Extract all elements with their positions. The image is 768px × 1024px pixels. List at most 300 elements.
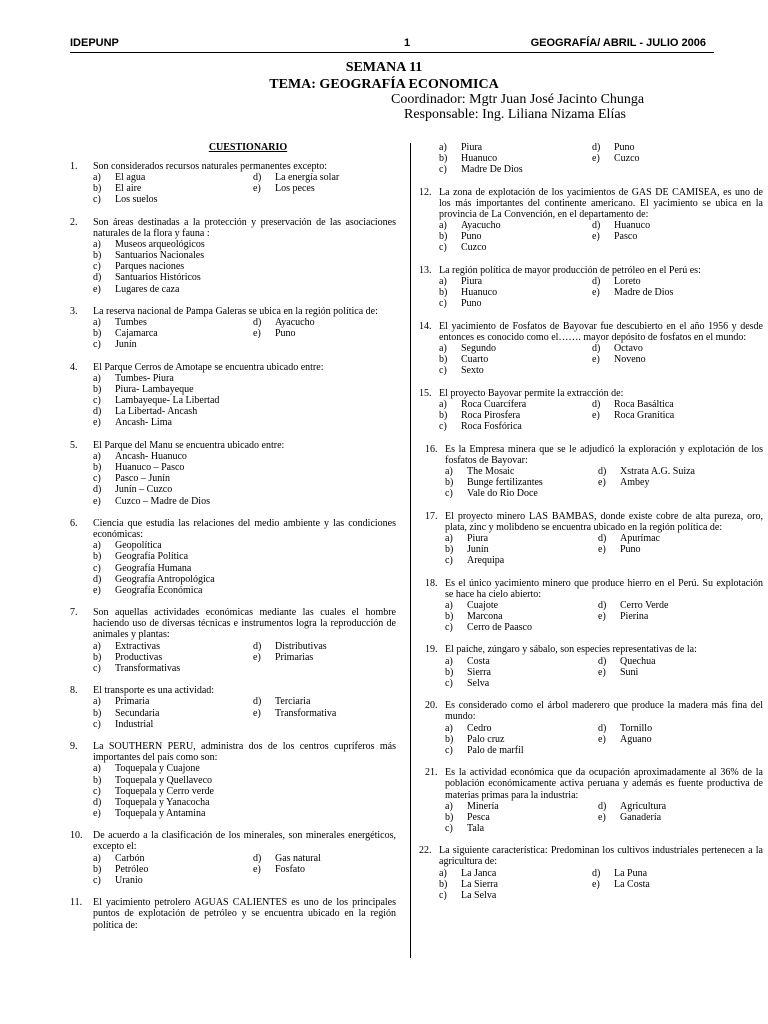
option-text: Roca Cuarcífera xyxy=(461,398,527,410)
question-text: Es considerado como el árbol maderero que produce la madera más fina del mundo: xyxy=(445,700,763,723)
option-letter: a) xyxy=(93,640,101,652)
option-text: Apurímac xyxy=(620,532,660,544)
answer-option xyxy=(439,399,592,410)
question-stem xyxy=(425,644,763,655)
week-title: SEMANA 11 xyxy=(345,60,423,75)
option-letter: a) xyxy=(93,540,101,552)
answer-options xyxy=(70,451,396,506)
answer-option xyxy=(598,466,763,477)
answer-option xyxy=(253,183,396,194)
option-text: Roca Basáltica xyxy=(614,398,674,410)
question xyxy=(419,511,763,566)
question-text: El transporte es una actividad: xyxy=(93,685,215,697)
answer-option xyxy=(592,276,763,287)
answer-option xyxy=(93,574,396,585)
question-stem xyxy=(70,830,396,852)
option-text: Pasco xyxy=(614,231,638,243)
option-text: Cuzco – Madre de Dios xyxy=(115,495,210,507)
question-text: Son aquellas actividades económicas mediante las cuales el hombre haciendo uso de diversas técnicas e instrumentos logra la reproducción de animales y plantas: xyxy=(93,607,396,641)
option-text: Cerro de Paasco xyxy=(467,621,532,633)
option-letter: b) xyxy=(93,707,102,719)
answer-option xyxy=(445,488,598,499)
option-text: Los suelos xyxy=(115,194,158,206)
option-text: Puno xyxy=(275,328,296,340)
question xyxy=(419,700,763,755)
question-stem xyxy=(425,767,763,800)
option-letter: c) xyxy=(445,744,453,756)
question-number: 10. xyxy=(70,830,83,842)
question-text: La zona de explotación de los yacimientos de GAS DE CAMISEA, es uno de los más importantes del continente americano. El yacimiento se ubica en la provincia de La Convención, en el departamento de: xyxy=(439,186,763,220)
option-letter: b) xyxy=(439,354,448,365)
answer-option xyxy=(592,220,763,231)
option-letter: b) xyxy=(445,811,454,823)
question xyxy=(70,217,396,295)
option-text: Uranio xyxy=(115,874,143,886)
option-text: La Sierra xyxy=(461,878,498,890)
answer-options xyxy=(70,853,396,886)
option-letter: e) xyxy=(598,811,606,823)
answer-option xyxy=(93,540,396,551)
option-text: Geografía Política xyxy=(115,551,189,563)
option-letter: c) xyxy=(439,889,447,901)
answer-option xyxy=(445,656,598,667)
answer-option xyxy=(439,410,592,421)
option-letter: e) xyxy=(598,733,606,745)
option-letter: b) xyxy=(445,476,454,488)
option-letter: e) xyxy=(253,183,261,195)
answer-option xyxy=(598,734,763,745)
option-letter: a) xyxy=(445,532,453,544)
option-text: Fosfato xyxy=(275,863,305,875)
option-text: Tala xyxy=(467,822,485,834)
question xyxy=(70,440,396,507)
option-text: Puno xyxy=(461,231,482,243)
question-stem xyxy=(70,897,396,930)
answer-option xyxy=(93,696,253,707)
answer-option xyxy=(93,641,253,652)
answer-option xyxy=(93,808,396,819)
header-rule xyxy=(70,52,714,53)
answer-option xyxy=(93,373,396,384)
question-stem xyxy=(70,306,396,317)
question-text: El proyecto minero LAS BAMBAS, donde existe cobre de alta pureza, oro, plata, zinc y molibdeno se encuentra ubicado en la región política de: xyxy=(445,510,763,533)
option-text: Geografía Antropológica xyxy=(115,573,215,585)
question-stem xyxy=(70,518,396,540)
answer-option xyxy=(592,153,763,164)
option-text: Roca Pirosfera xyxy=(461,409,521,421)
answer-option xyxy=(445,745,598,756)
answer-option xyxy=(253,641,396,652)
option-text: Marcona xyxy=(467,610,503,622)
option-letter: b) xyxy=(439,153,448,165)
answer-option xyxy=(445,723,598,734)
option-text: Vale do Rio Doce xyxy=(467,487,538,499)
answer-option xyxy=(93,875,253,886)
option-text: El aire xyxy=(115,183,142,195)
question-text: De acuerdo a la clasificación de los minerales, son minerales energéticos, excepto el: xyxy=(93,830,396,853)
option-letter: c) xyxy=(93,261,101,273)
answer-option xyxy=(592,343,763,354)
answer-option xyxy=(592,354,763,365)
answer-option xyxy=(93,563,396,574)
answer-options xyxy=(419,399,763,432)
question xyxy=(70,518,396,596)
option-letter: e) xyxy=(592,287,600,299)
question xyxy=(419,142,763,175)
answer-options xyxy=(419,276,763,309)
answer-option xyxy=(93,339,253,350)
option-letter: a) xyxy=(445,800,453,812)
option-text: Sexto xyxy=(461,365,484,377)
option-letter: e) xyxy=(598,666,606,678)
answer-option xyxy=(93,663,253,674)
answer-option xyxy=(445,555,598,566)
answer-option xyxy=(93,451,396,462)
option-letter: c) xyxy=(439,242,447,254)
answer-option xyxy=(445,678,598,689)
option-letter: b) xyxy=(93,551,102,563)
option-letter: e) xyxy=(598,476,606,488)
option-letter: c) xyxy=(93,785,101,797)
option-text: Huanuco xyxy=(461,287,498,299)
option-letter: b) xyxy=(445,666,454,678)
option-letter: c) xyxy=(93,662,101,674)
question-stem xyxy=(425,511,763,533)
option-text: Cedro xyxy=(467,722,492,734)
option-letter: a) xyxy=(93,172,101,184)
question-text: El yacimiento de Fosfatos de Bayovar fue descubierto en el año 1956 y desde entonces es conocido como el……. mayor depósito de fosfatos en el mundo: xyxy=(439,320,763,343)
question-stem xyxy=(419,321,763,343)
question-stem xyxy=(70,607,396,640)
answer-options xyxy=(419,868,763,901)
header-course: GEOGRAFÍA/ ABRIL - JULIO 2006 xyxy=(530,37,706,49)
option-letter: e) xyxy=(592,878,600,890)
option-letter: c) xyxy=(93,874,101,886)
option-text: Santuarios Históricos xyxy=(115,272,201,284)
option-text: Museos arqueológicos xyxy=(115,239,205,251)
option-letter: b) xyxy=(93,462,102,474)
option-letter: a) xyxy=(445,599,453,611)
answer-option xyxy=(598,600,763,611)
question-number: 6. xyxy=(70,518,78,530)
option-letter: a) xyxy=(439,867,447,879)
option-text: Geopolítica xyxy=(115,540,162,552)
option-letter: d) xyxy=(93,573,102,585)
answer-options xyxy=(419,220,763,253)
answer-option xyxy=(592,868,763,879)
option-text: Junín xyxy=(115,339,137,351)
answer-option xyxy=(93,786,396,797)
question-number: 21. xyxy=(425,767,438,779)
question-number: 18. xyxy=(425,577,438,589)
answer-options xyxy=(70,763,396,818)
answer-option xyxy=(93,284,396,295)
option-letter: c) xyxy=(439,164,447,176)
option-text: Arequipa xyxy=(467,554,505,566)
option-text: Palo cruz xyxy=(467,733,505,745)
option-letter: d) xyxy=(598,532,607,544)
question xyxy=(419,187,763,254)
option-letter: b) xyxy=(93,384,102,396)
option-letter: d) xyxy=(598,599,607,611)
option-letter: c) xyxy=(445,621,453,633)
answer-options xyxy=(425,466,763,499)
option-text: Tumbes xyxy=(115,317,147,329)
answer-option xyxy=(93,406,396,417)
option-text: Lambayeque- La Libertad xyxy=(115,395,220,407)
answer-option xyxy=(93,250,396,261)
option-letter: c) xyxy=(93,194,101,206)
option-letter: a) xyxy=(445,722,453,734)
question xyxy=(419,578,763,633)
option-text: Loreto xyxy=(614,275,641,287)
answer-option xyxy=(253,317,396,328)
question xyxy=(419,845,763,900)
answer-option xyxy=(93,261,396,272)
option-text: Palo de marfil xyxy=(467,744,524,756)
option-letter: d) xyxy=(598,800,607,812)
option-text: Huanuco xyxy=(614,220,651,232)
question-stem xyxy=(70,685,396,696)
option-text: Ayacucho xyxy=(461,220,501,232)
answer-option xyxy=(592,879,763,890)
answer-options xyxy=(70,696,396,729)
option-letter: a) xyxy=(439,275,447,287)
option-letter: d) xyxy=(253,317,262,329)
option-letter: b) xyxy=(93,774,102,786)
question xyxy=(419,644,763,688)
option-letter: c) xyxy=(93,339,101,351)
option-letter: c) xyxy=(439,298,447,310)
answer-option xyxy=(439,421,592,432)
option-letter: b) xyxy=(445,733,454,745)
answer-option xyxy=(445,823,598,834)
option-text: Tornillo xyxy=(620,722,653,734)
question xyxy=(70,362,396,429)
option-letter: b) xyxy=(93,183,102,195)
option-letter: a) xyxy=(439,142,447,153)
question-number: 1. xyxy=(70,161,78,173)
option-letter: c) xyxy=(93,562,101,574)
answer-option xyxy=(439,354,592,365)
option-text: Lugares de caza xyxy=(115,283,180,295)
option-text: La energía solar xyxy=(275,172,340,184)
option-text: Toquepala y Yanacocha xyxy=(115,796,210,808)
question-text: El Parque del Manu se encuentra ubicado entre: xyxy=(93,440,285,452)
answer-option xyxy=(439,365,592,376)
question-stem xyxy=(419,388,763,399)
option-text: Puno xyxy=(614,142,635,153)
answer-option xyxy=(445,600,598,611)
answer-option xyxy=(592,142,763,153)
option-letter: e) xyxy=(93,283,101,295)
option-letter: c) xyxy=(93,395,101,407)
question-number: 22. xyxy=(419,845,432,857)
option-text: Madre de Dios xyxy=(614,287,674,299)
option-text: Huanuco xyxy=(461,153,498,165)
page-header xyxy=(70,37,714,51)
option-letter: d) xyxy=(592,342,601,354)
option-letter: c) xyxy=(93,718,101,730)
answer-option xyxy=(93,317,253,328)
option-letter: b) xyxy=(445,543,454,555)
option-letter: d) xyxy=(93,272,102,284)
answer-option xyxy=(93,194,253,205)
option-letter: d) xyxy=(253,696,262,708)
answer-option xyxy=(93,585,396,596)
option-text: Santuarios Nacionales xyxy=(115,250,205,262)
option-text: Xstrata A.G. Suiza xyxy=(620,465,695,477)
question-number: 16. xyxy=(425,443,438,455)
option-text: Cajamarca xyxy=(115,328,158,340)
answer-option xyxy=(445,812,598,823)
question-text: Es el único yacimiento minero que produce hierro en el Perú. Su explotación se hace ha cielo abierto: xyxy=(445,577,763,600)
question xyxy=(419,388,763,432)
answer-options xyxy=(425,656,763,689)
question-text: La SOUTHERN PERU, administra dos de los centros cupríferos más importantes del país como son: xyxy=(93,741,396,764)
option-text: The Mosaic xyxy=(467,465,515,477)
answer-option xyxy=(439,298,592,309)
option-text: Primarias xyxy=(275,651,314,663)
option-text: Ambey xyxy=(620,476,650,488)
answer-options xyxy=(70,641,396,674)
answer-option xyxy=(598,801,763,812)
question-number: 12. xyxy=(419,186,432,198)
option-text: Cerro Verde xyxy=(620,599,669,611)
option-text: Cuajote xyxy=(467,599,499,611)
option-letter: d) xyxy=(598,465,607,477)
question xyxy=(70,161,396,205)
question-text: El yacimiento petrolero AGUAS CALIENTES es uno de los principales puntos de explotación de petróleo y se encuentra ubicado en la región política de: xyxy=(93,897,396,931)
answer-option xyxy=(93,417,396,428)
answer-option xyxy=(598,723,763,734)
answer-options xyxy=(419,343,763,376)
answer-option xyxy=(598,533,763,544)
option-letter: b) xyxy=(93,651,102,663)
option-letter: b) xyxy=(93,328,102,340)
question-stem xyxy=(419,265,763,276)
answer-option xyxy=(93,473,396,484)
column-divider xyxy=(410,143,411,958)
option-text: Sierra xyxy=(467,666,491,678)
question-stem xyxy=(70,440,396,451)
option-letter: c) xyxy=(93,473,101,485)
answer-options xyxy=(425,600,763,633)
option-text: Huanuco – Pasco xyxy=(115,462,185,474)
question-stem xyxy=(419,845,763,867)
option-text: Costa xyxy=(467,655,490,667)
option-letter: a) xyxy=(439,398,447,410)
option-text: Petróleo xyxy=(115,863,149,875)
answer-option xyxy=(93,797,396,808)
option-text: Terciaria xyxy=(275,696,311,708)
question xyxy=(70,685,396,729)
option-letter: d) xyxy=(592,398,601,410)
option-text: Puno xyxy=(620,543,641,555)
answer-options xyxy=(425,801,763,834)
answer-option xyxy=(445,466,598,477)
question-stem xyxy=(425,444,763,466)
option-text: Ancash- Lima xyxy=(115,417,172,429)
option-letter: d) xyxy=(93,796,102,808)
option-text: Octavo xyxy=(614,342,643,354)
option-letter: a) xyxy=(93,451,101,463)
option-letter: d) xyxy=(253,640,262,652)
option-text: Tumbes- Piura xyxy=(115,373,174,385)
option-text: Bunge fertilizantes xyxy=(467,476,543,488)
option-text: Noveno xyxy=(614,354,646,365)
question-text: Son considerados recursos naturales permanentes excepto: xyxy=(93,161,328,173)
option-text: El agua xyxy=(115,172,146,184)
option-text: Secundaria xyxy=(115,707,160,719)
option-text: Suni xyxy=(620,666,639,678)
option-text: Transformativas xyxy=(115,662,181,674)
option-letter: c) xyxy=(445,822,453,834)
option-text: Cuzco xyxy=(461,242,487,254)
answer-option xyxy=(598,656,763,667)
answer-option xyxy=(598,611,763,622)
questionnaire-heading: CUESTIONARIO xyxy=(208,142,288,153)
question-number: 7. xyxy=(70,607,78,619)
option-letter: c) xyxy=(445,554,453,566)
question-number: 9. xyxy=(70,741,78,753)
question-number: 2. xyxy=(70,216,78,228)
question-stem xyxy=(70,217,396,239)
option-text: Minería xyxy=(467,800,499,812)
question-text: Es la actividad económica que da ocupación aproximadamente al 36% de la población económicamente activa peruana y además es fuente productiva de materias primas para la industria: xyxy=(445,767,763,801)
answer-option xyxy=(439,343,592,354)
question-text: Es la Empresa minera que se le adjudicó la exploración y explotación de los fosfatos de Bayovar: xyxy=(445,443,763,466)
question-number: 8. xyxy=(70,685,78,697)
option-letter: e) xyxy=(253,651,261,663)
answer-option xyxy=(253,652,396,663)
left-column xyxy=(70,142,396,942)
answer-option xyxy=(445,611,598,622)
responsible-line: Responsable: Ing. Liliana Nizama Elías xyxy=(404,107,626,122)
question-stem xyxy=(425,578,763,600)
option-text: Pierina xyxy=(620,610,649,622)
answer-option xyxy=(253,696,396,707)
option-text: Industrial xyxy=(115,718,154,730)
answer-option xyxy=(439,890,592,901)
answer-option xyxy=(439,879,592,890)
option-text: Madre De Dios xyxy=(461,164,523,176)
answer-options xyxy=(70,373,396,428)
option-text: Toquepala y Cuajone xyxy=(115,763,200,775)
option-letter: e) xyxy=(93,584,101,596)
question xyxy=(70,607,396,674)
option-letter: b) xyxy=(439,409,448,421)
answer-options xyxy=(425,723,763,756)
option-letter: b) xyxy=(439,287,448,299)
answer-option xyxy=(439,868,592,879)
answer-option xyxy=(445,544,598,555)
option-letter: d) xyxy=(592,142,601,153)
option-text: Pasco – Junín xyxy=(115,473,170,485)
answer-option xyxy=(93,853,253,864)
option-letter: d) xyxy=(253,852,262,864)
answer-option xyxy=(253,172,396,183)
option-text: Primaria xyxy=(115,696,150,708)
question-stem xyxy=(70,741,396,763)
question-text: Ciencia que estudia las relaciones del medio ambiente y las condiciones económicas: xyxy=(93,518,396,541)
question-text: El Parque Cerros de Amotape se encuentra ubicado entre: xyxy=(93,362,324,373)
option-text: Piura xyxy=(467,532,489,544)
option-text: Geografía Económica xyxy=(115,584,203,596)
option-text: Junín – Cuzco xyxy=(115,484,173,496)
option-text: Ancash- Huanuco xyxy=(115,451,187,463)
answer-option xyxy=(598,477,763,488)
